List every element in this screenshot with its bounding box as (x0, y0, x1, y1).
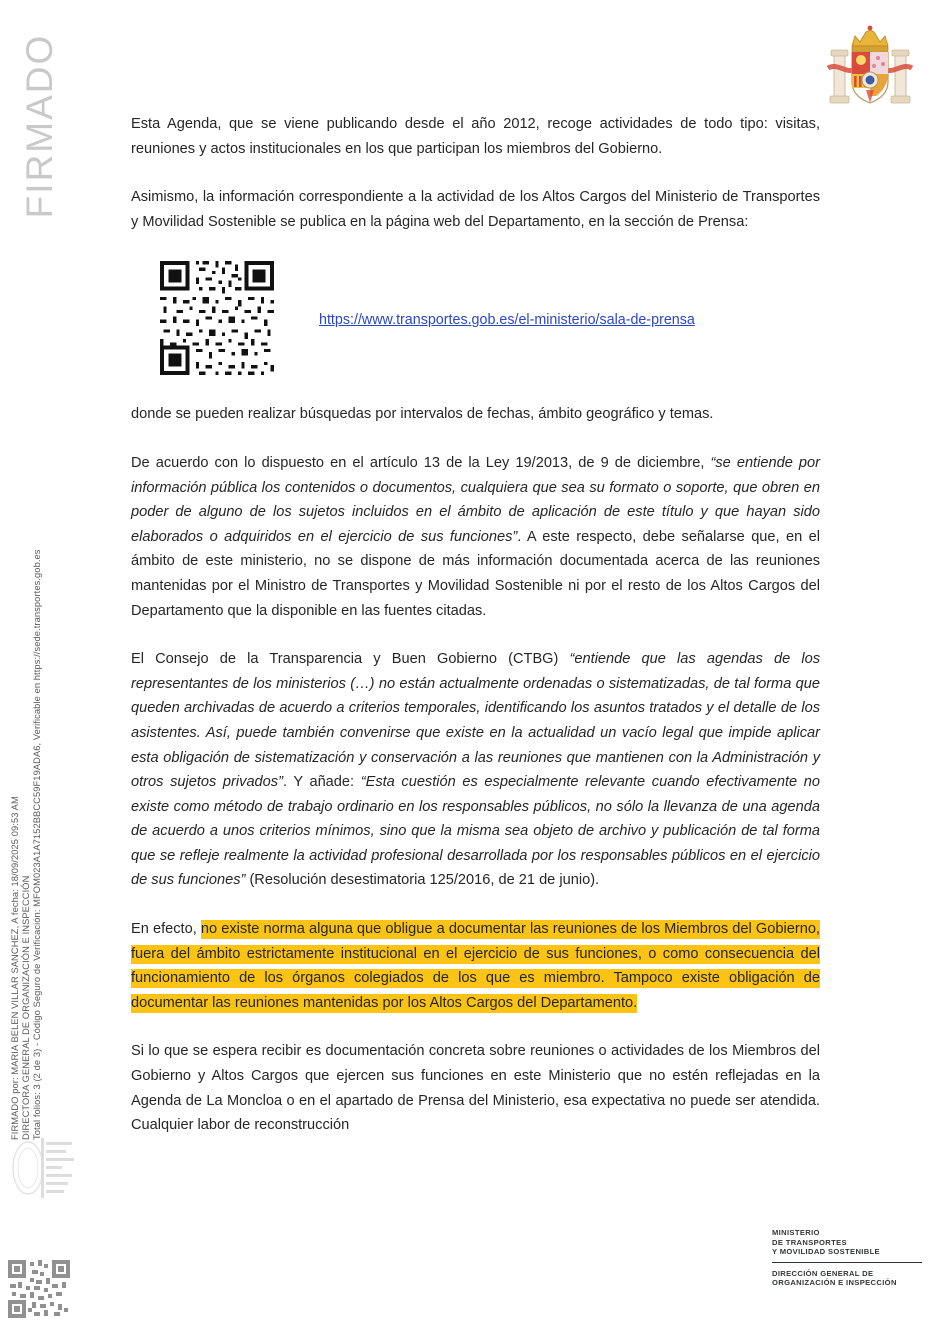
paragraph-altos-cargos: Asimismo, la información correspondiente a la actividad de los Altos Cargos del Ministerio de Transportes y Movilidad Sostenible se publica en la página web del Departamento, en la sección de Prensa: (131, 189, 820, 230)
paragraph-en-efecto (131, 917, 820, 1015)
document-body (131, 112, 820, 1162)
verification-qr-small (6, 1258, 72, 1320)
ctbg-quote-1: “entiende que las agendas de los representantes de los ministerios (…) no están actualmente ordenadas o sistematizadas, de tal forma que queden archivadas de acuerdo a criterios temporales, identificando los asuntos tratados y el detalle de los asistentes. Así, puede también convenirse que existe en la actualidad un vacío legal que impide aplicar esta obligación de sistematización y conservación a las reuniones que mantienen con la Administración y otros sujetos privados” (131, 651, 820, 791)
ctbg-mid: . Y añade: (282, 774, 361, 791)
paragraph-ctbg (131, 647, 820, 893)
paragraph-busquedas: donde se pueden realizar búsquedas por intervalos de fechas, ámbito geográfico y temas. (131, 406, 714, 423)
signature-signer-line: FIRMADO por: MARIA BELEN VILLAR SANCHEZ, A fecha: 18/09/2025 09:53 AM (10, 796, 20, 1140)
brand-divider (772, 1262, 922, 1263)
signature-band (0, 0, 108, 1325)
en-efecto-lead: En efecto, (131, 921, 201, 938)
ctbg-lead: El Consejo de la Transparencia y Buen Gobierno (CTBG) (131, 651, 570, 668)
brand-line-movilidad: Y MOVILIDAD SOSTENIBLE (772, 1247, 880, 1257)
press-room-qr-code (157, 258, 277, 378)
brand-line-ministerio: MINISTERIO (772, 1228, 820, 1237)
press-room-link[interactable]: https://www.transportes.gob.es/el-ministerio/sala-de-prensa (319, 312, 695, 329)
electronic-seal-stamp (8, 1128, 86, 1208)
unit-line-direccion: DIRECCIÓN GENERAL DE (772, 1268, 874, 1278)
footer-ministry-brand (772, 1228, 932, 1288)
signature-csv-line: Total folios: 3 (2 de 3) - Código Seguro de Verificación: MFOM023A1A7152BBCC59F19ADA6, Verificable en https://sede.transportes.gob.es (32, 549, 42, 1140)
signature-metadata-lines (10, 340, 74, 1140)
ley-quote: “se entiende por información pública los contenidos o documentos, cualquiera que sea su formato o soporte, que obren en poder de alguno de los sujetos incluidos en el ámbito de aplicación de este título y que hayan sido elaborados o adquiridos en el ejercicio de sus funciones” (131, 454, 820, 545)
paragraph-expectativa: Si lo que se espera recibir es documentación concreta sobre reuniones o actividades de los Miembros del Gobierno y Altos Cargos que ejercen sus funciones en este Ministerio que no estén reflejadas en la Agenda de La Moncloa o en el apartado de Prensa del Ministerio, esa expectativa no puede ser atendida. Cualquier labor de reconstrucción (131, 1043, 820, 1134)
firmado-watermark: FIRMADO (19, 33, 60, 219)
ctbg-quote-2: “Esta cuestión es especialmente relevante cuando efectivamente no existe como método de trabajo ordinario en los responsables públicos, no sólo la llevanza de una agenda de acuerdo a unos criterios mínimos, sino que la misma sea objeto de archivo y publicación de tal forma que se refleje realmente la actividad profesional desarrollada por los responsables públicos en el ejercicio de sus funciones” (131, 774, 820, 889)
ctbg-tail: (Resolución desestimatoria 125/2016, de 21 de junio). (245, 872, 600, 889)
unit-line-organizacion: ORGANIZACIÓN E INSPECCIÓN (772, 1278, 897, 1288)
paragraph-ley-19-2013 (131, 451, 820, 623)
signature-role-line: DIRECTORA GENERAL DE ORGANIZACIÓN E INSPECCIÓN (21, 875, 31, 1140)
ley-lead: De acuerdo con lo dispuesto en el artículo 13 de la Ley 19/2013, de 9 de diciembre, (131, 454, 711, 471)
highlighted-text: no existe norma alguna que obligue a documentar las reuniones de los Miembros del Gobierno, fuera del ámbito estrictamente institucional en el ejercicio de sus funciones, o como consecuencia del funcionamiento de los órganos colegiados de los que es miembro. Tampoco existe obligación de documentar las reuniones mantenidas por los Altos Cargos del Departamento. (131, 921, 820, 1011)
qr-link-row (131, 258, 820, 384)
brand-line-transportes: DE TRANSPORTES (772, 1237, 847, 1247)
ley-tail: . A este respecto, debe señalarse que, en el ámbito de este ministerio, no se dispone de más información documentada acerca de las reuniones mantenidas por el Ministro de Transportes y Movilidad Sostenible ni por el resto de los Altos Cargos del Departamento que la disponible en las fuentes citadas. (131, 528, 820, 619)
spanish-coat-of-arms-icon (822, 24, 918, 110)
paragraph-agenda: Esta Agenda, que se viene publicando desde el año 2012, recoge actividades de todo tipo: visitas, reuniones y actos institucionales en los que participan los miembros del Gobierno. (131, 116, 820, 157)
